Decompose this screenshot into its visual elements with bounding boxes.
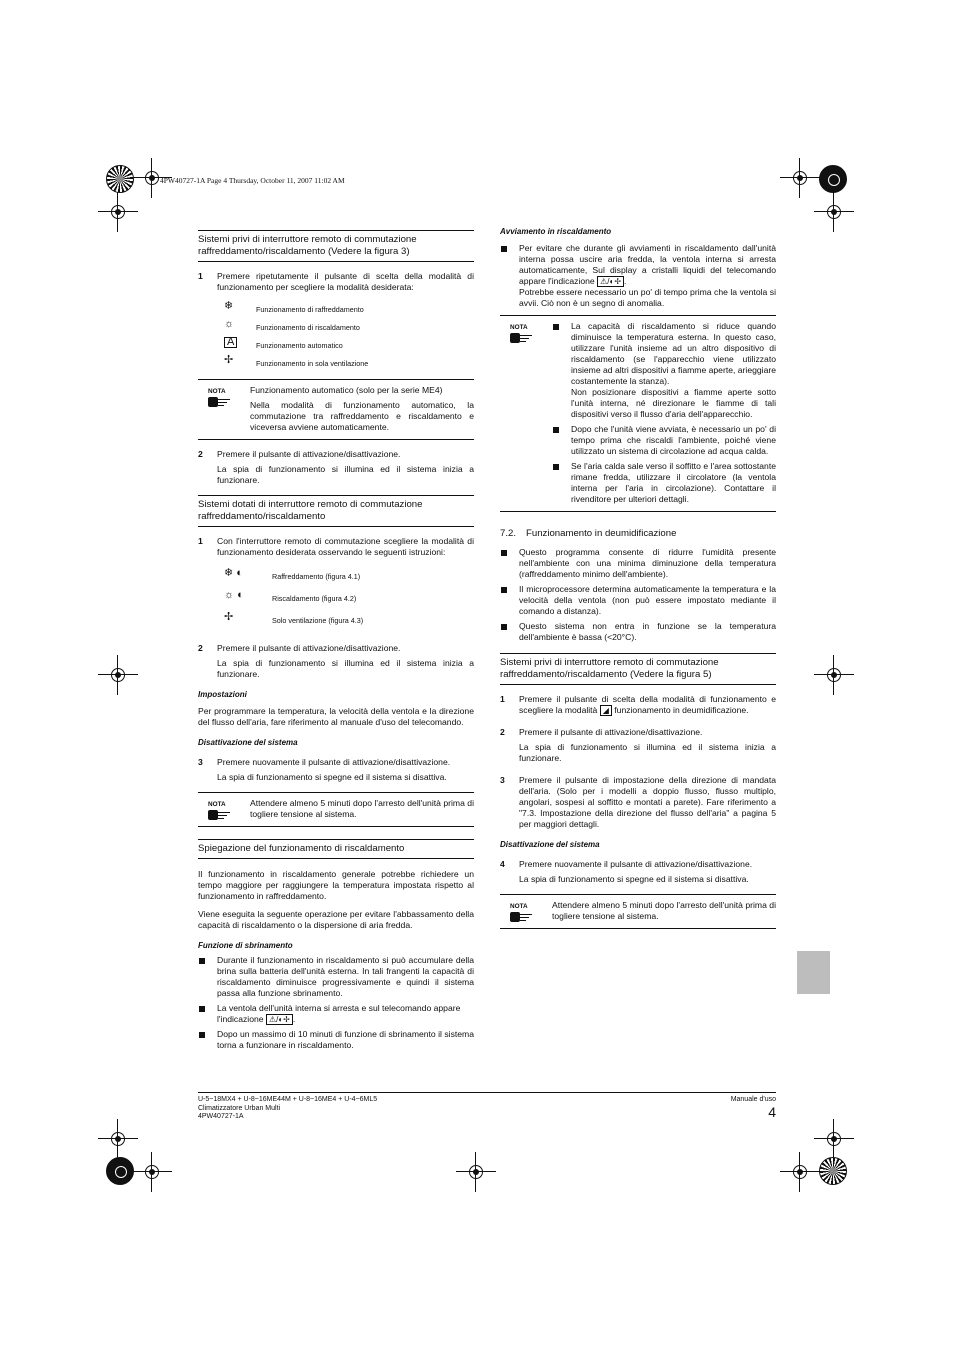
- crosshair-mark: [464, 1160, 488, 1184]
- section-title: Sistemi dotati di interruttore remoto di commutazione raffreddamento/riscaldamento: [198, 495, 474, 527]
- section-title: Sistemi privi di interruttore remoto di commutazione raffreddamento/riscaldamento (Vedere la figura 3): [198, 230, 474, 262]
- note-text: Nella modalità di funzionamento automatico, la commutazione tra raffreddamento e riscaldamento e viceversa avviene automaticamente.: [250, 400, 474, 432]
- step-text: La spia di funzionamento si illumina ed il sistema inizia a funzionare.: [217, 464, 474, 485]
- note-label: NOTA: [208, 388, 226, 395]
- heating-icon: ☼: [224, 318, 235, 330]
- auto-icon: A: [224, 337, 237, 348]
- note-text: Attendere almeno 5 minuti dopo l'arresto dell'unità prima di togliere tensione al sistema.: [250, 798, 474, 819]
- footer-models: U-5~18MX4 + U-8~16ME44M + U-8~16ME4 + U-4~6ML5: [198, 1096, 378, 1103]
- cooling-switch-icon: ❄ ◐: [224, 567, 243, 579]
- registration-disc-bottom-right: [819, 1157, 847, 1185]
- section-title: Sistemi privi di interruttore remoto di commutazione raffreddamento/riscaldamento (Vedere la figura 5): [500, 653, 776, 685]
- step-text: La spia di funzionamento si spegne ed il sistema si disattiva.: [217, 772, 447, 782]
- bullet-item: La ventola dell'unità interna si arresta e sul telecomando appare l'indicazione ⚠/◐✢ .: [198, 1003, 474, 1025]
- subheading: Impostazioni: [198, 690, 247, 699]
- bullet-item: Per evitare che durante gli avviamenti in riscaldamento dall'unità interna possa uscire aria fredda, la ventola interna si arresta automaticamente, Sul display a cristalli liquidi del telecomando appare l'indicazione ⚠/◐✢ . Potrebbe essere necessario un po' di tempo prima che la ventola si avvii. Ciò non è un segno di anomalia.: [500, 243, 776, 309]
- defrost-indicator-icon: ⚠/◐✢: [266, 1014, 293, 1025]
- pointing-hand-icon: [510, 333, 532, 343]
- heating-switch-icon: ☼ ◐: [224, 589, 244, 601]
- step-2: 2 Premere il pulsante di attivazione/disattivazione.: [500, 727, 703, 737]
- subheading: Disattivazione del sistema: [198, 738, 298, 747]
- fan-stop-indicator-icon: ⚠/◐✢: [597, 276, 624, 287]
- step-1: 1 Con l'interruttore remoto di commutazione scegliere la modalità di funzionamento desiderata osservando le seguenti istruzioni:: [198, 536, 474, 557]
- pointing-hand-icon: [510, 912, 532, 922]
- paragraph: Il funzionamento in riscaldamento generale potrebbe richiedere un tempo maggiore per raggiungere la temperatura impostata rispetto al funzionamento in raffreddamento.: [198, 869, 474, 901]
- note-heading: Funzionamento automatico (solo per la serie ME4): [250, 385, 443, 395]
- note-label: NOTA: [510, 903, 528, 910]
- registration-disc-bottom-left: [106, 1157, 134, 1185]
- crosshair-mark: [788, 1160, 812, 1184]
- switch-mode-item: ❄ ◐ Raffreddamento (figura 4.1): [224, 567, 361, 581]
- fan-switch-icon: ✢: [224, 611, 234, 623]
- registration-disc-top-right: [819, 165, 847, 193]
- mode-item: ☼ Funzionamento di riscaldamento: [224, 318, 360, 332]
- fan-icon: ✢: [224, 354, 234, 366]
- mode-item: ✢ Funzionamento in sola ventilazione: [224, 354, 369, 368]
- bullet-item: Questo programma consente di ridurre l'umidità presente nell'ambiente con una minima diminuzione della temperatura (raffreddamento minimo dell'ambiente).: [500, 547, 776, 580]
- crosshair-mark: [106, 1127, 130, 1151]
- step-3: 3 Premere nuovamente il pulsante di attivazione/disattivazione.: [198, 757, 451, 767]
- chapter-tab: [797, 951, 830, 994]
- paragraph: Viene eseguita la seguente operazione per evitare l'abbassamento della capacità di riscaldamento o la dispersione di aria fredda.: [198, 909, 474, 930]
- step-2: 2 Premere il pulsante di attivazione/disattivazione.: [198, 449, 401, 459]
- crosshair-mark: [822, 663, 846, 687]
- step-text: La spia di funzionamento si illumina ed il sistema inizia a funzionare.: [217, 658, 474, 679]
- note-label: NOTA: [208, 801, 226, 808]
- footer-product: Climatizzatore Urban Multi: [198, 1104, 281, 1112]
- pointing-hand-icon: [208, 397, 230, 407]
- note-box: [500, 894, 776, 929]
- cooling-icon: ❄: [224, 300, 234, 312]
- note-box: [198, 792, 474, 827]
- footer-manual: Manuale d'uso: [730, 1096, 776, 1103]
- subheading: Funzione di sbrinamento: [198, 941, 293, 950]
- footer-code: 4PW40727-1A: [198, 1113, 244, 1120]
- note-label: NOTA: [510, 324, 528, 331]
- bullet-item: Dopo un massimo di 10 minuti di funzione di sbrinamento il sistema torna a funzionare in riscaldamento.: [198, 1029, 474, 1051]
- paragraph: Per programmare la temperatura, la velocità della ventola e la direzione del flusso dell'aria, fare riferimento al manuale d'uso del telecomando.: [198, 706, 474, 727]
- note-text: Attendere almeno 5 minuti dopo l'arresto dell'unità prima di togliere tensione al sistema.: [552, 900, 776, 921]
- crosshair-mark: [822, 200, 846, 224]
- step-text: La spia di funzionamento si spegne ed il sistema si disattiva.: [519, 874, 749, 884]
- pointing-hand-icon: [208, 810, 230, 820]
- bullet-item: Dopo che l'unità viene avviata, è necessario un po' di tempo prima che riscaldi l'ambiente, poiché viene utilizzato un sistema di circolazione ad acqua calda.: [552, 424, 776, 457]
- crosshair-mark: [822, 1127, 846, 1151]
- subheading: Avviamento in riscaldamento: [500, 227, 612, 236]
- crosshair-mark: [106, 200, 130, 224]
- mode-list: [224, 301, 474, 373]
- step-1: 1 Premere ripetutamente il pulsante di scelta della modalità di funzionamento per scegliere la modalità desiderata:: [198, 271, 474, 292]
- bullet-item: Questo sistema non entra in funzione se la temperatura dell'ambiente è bassa (<20°C).: [500, 621, 776, 643]
- subheading: Disattivazione del sistema: [500, 840, 600, 849]
- registration-disc-top-left: [106, 165, 134, 193]
- bullet-item: La capacità di riscaldamento si riduce quando diminuisce la temperatura esterna. In questo caso, utilizzare l'unità insieme ad un altro dispositivo di riscaldamento (se l'apparecchio viene utilizzato insieme ad altri dispositivi a fiamme aperte, arieggiare costantemente la stanza). Non posizionare dispositivi a fiamme aperte sotto l'unità interna, né direzionare le fiamme di tali dispositivi verso il flusso d'aria dell'apparecchio.: [552, 321, 776, 420]
- step-2: 2 Premere il pulsante di attivazione/disattivazione.: [198, 643, 401, 653]
- note-box: [198, 379, 474, 440]
- switch-mode-item: ✢ Solo ventilazione (figura 4.3): [224, 611, 364, 625]
- step-4: 4 Premere nuovamente il pulsante di attivazione/disattivazione.: [500, 859, 753, 869]
- footer-left: [198, 1096, 377, 1122]
- bullet-item: Il microprocessore determina automaticamente la temperatura e la velocità della ventola (non può essere impostato mediante il comando a distanza).: [500, 584, 776, 617]
- switch-mode-list: [224, 568, 474, 634]
- crosshair-mark: [106, 663, 130, 687]
- crosshair-mark: [788, 166, 812, 190]
- step-1: 1 Premere il pulsante di scelta della modalità di funzionamento e scegliere la modalità ◢ funzionamento in deumidificazione.: [500, 694, 776, 715]
- bullet-item: Durante il funzionamento in riscaldamento si può accumulare della brina sulla batteria dell'unità esterna. In tali frangenti la capacità di riscaldamento diminuisce progressivamente e quindi il sistema passa alla funzione sbrinamento.: [198, 955, 474, 999]
- step-text: La spia di funzionamento si illumina ed il sistema inizia a funzionare.: [519, 742, 776, 763]
- step-3: 3 Premere il pulsante di impostazione della direzione di mandata dell'aria. (Solo per i modelli a doppio flusso, flusso multiplo, angolari, sospesi al soffitto e montati a parete). Fare riferimento a "7.3. Impostazione della direzione del flusso dell'aria" a pagina 5 per maggiori dettagli.: [500, 775, 776, 829]
- footer-rule: [198, 1092, 776, 1093]
- right-column: [500, 226, 776, 929]
- print-header: 4PW40727-1A Page 4 Thursday, October 11, 2007 11:02 AM: [160, 176, 345, 185]
- left-column: [198, 230, 474, 1051]
- mode-item: ❄ Funzionamento di raffreddamento: [224, 300, 364, 314]
- section-title: Spiegazione del funzionamento di riscaldamento: [198, 839, 474, 859]
- bullet-item: Se l'aria calda sale verso il soffitto e l'area sottostante rimane fredda, utilizzare il circolatore (la ventola interna per l'aria in circolazione). Contattare il rivenditore per ulteriori dettagli.: [552, 461, 776, 505]
- note-box: [500, 315, 776, 512]
- dry-mode-icon: ◢: [600, 705, 612, 716]
- crosshair-mark: [140, 1160, 164, 1184]
- mode-item: A Funzionamento automatico: [224, 337, 474, 355]
- switch-mode-item: ☼ ◐ Riscaldamento (figura 4.2): [224, 589, 357, 603]
- section-heading-7-2: 7.2. Funzionamento in deumidificazione: [500, 528, 677, 539]
- page-number: 4: [768, 1104, 776, 1120]
